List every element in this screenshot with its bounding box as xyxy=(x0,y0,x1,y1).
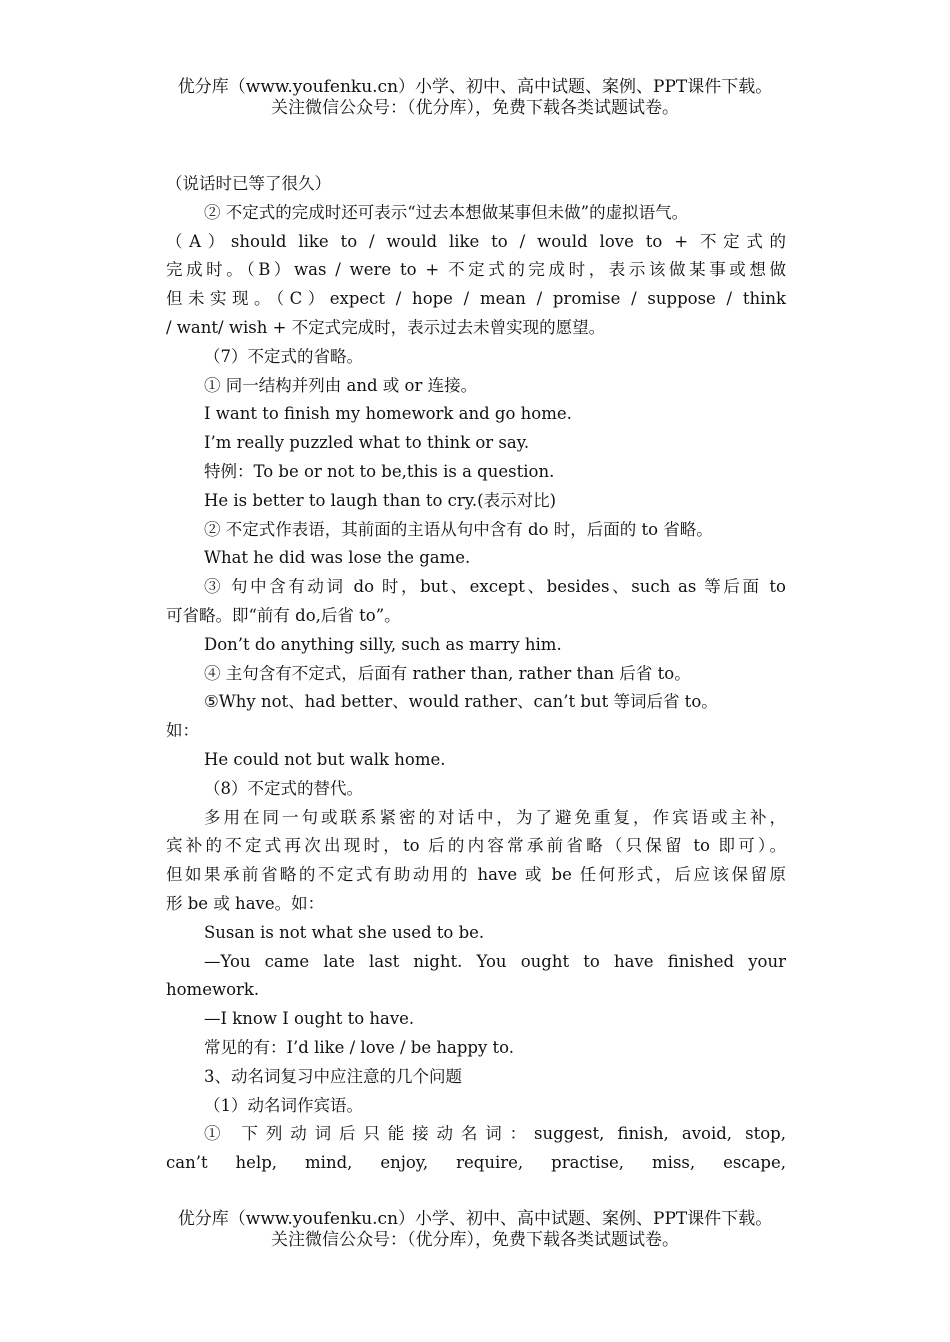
text-line: ③ 句中含有动词 do 时，but、except、besides、such as 等后面 to xyxy=(204,577,786,597)
text-line: I’m really puzzled what to think or say. xyxy=(204,433,530,453)
text-line: What he did was lose the game. xyxy=(204,548,471,568)
text-line: 完成时。（B）was / were to + 不定式的完成时，表示该做某事或想做 xyxy=(166,260,786,280)
text-line: （说话时已等了很久） xyxy=(166,174,331,193)
text-line: ① 同一结构并列由 and 或 or 连接。 xyxy=(204,375,478,395)
text-line: 形 be 或 have。如： xyxy=(166,893,325,913)
text-line: （8）不定式的替代。 xyxy=(204,778,363,798)
section-heading: 3、动名词复习中应注意的几个问题 xyxy=(204,1066,462,1086)
text-line: ② 不定式作表语，其前面的主语从句中含有 do 时，后面的 to 省略。 xyxy=(204,519,713,539)
document-body xyxy=(166,170,786,1178)
page-footer xyxy=(0,1209,950,1251)
text-line: （A）should like to / would like to / would love to + 不定式的 xyxy=(166,231,786,251)
text-line: ④ 主句含有不定式，后面有 rather than, rather than 后省 to。 xyxy=(204,663,691,683)
text-line: 但如果承前省略的不定式有助动用的 have 或 be 任何形式，后应该保留原 xyxy=(166,865,786,885)
text-line: （7）不定式的省略。 xyxy=(204,346,363,366)
text-line: can’t help, mind, enjoy, require, practise, miss, escape, xyxy=(166,1153,786,1173)
text-line: ② 不定式的完成时还可表示“过去本想做某事但未做”的虚拟语气。 xyxy=(204,202,689,222)
text-line: Susan is not what she used to be. xyxy=(204,922,485,942)
text-line: 如： xyxy=(166,721,199,741)
text-line: （1）动名词作宾语。 xyxy=(204,1095,363,1115)
text-line: He is better to laugh than to cry.(表示对比) xyxy=(204,490,557,510)
text-line: 常见的有：I’d like / love / be happy to. xyxy=(204,1037,515,1057)
footer-line-1: 优分库（www.youfenku.cn）小学、初中、高中试题、案例、PPT课件下载。 xyxy=(177,1209,773,1229)
text-line: ① 下列动词后只能接动名词：suggest, finish, avoid, stop, xyxy=(204,1124,786,1144)
text-line: 多用在同一句或联系紧密的对话中，为了避免重复，作宾语或主补， xyxy=(204,807,786,827)
page-header xyxy=(0,77,950,119)
text-line: ⑤Why not、had better、would rather、can’t but 等词后省 to。 xyxy=(204,692,718,712)
text-line: —You came late last night. You ought to have finished your xyxy=(204,951,786,971)
text-line: 宾补的不定式再次出现时，to 后的内容常承前省略（只保留 to 即可）。 xyxy=(166,836,786,856)
text-line: I want to finish my homework and go home. xyxy=(204,404,572,424)
text-line: 但未实现。（C）expect / hope / mean / promise / suppose / think xyxy=(166,289,786,309)
text-line: 特例：To be or not to be,this is a question. xyxy=(204,461,555,481)
text-line: —I know I ought to have. xyxy=(204,1009,415,1029)
header-line-2: 关注微信公众号：（优分库），免费下载各类试题试卷。 xyxy=(271,98,679,118)
text-line: Don’t do anything silly, such as marry him. xyxy=(204,634,562,654)
text-line: homework. xyxy=(166,980,260,1000)
header-line-1: 优分库（www.youfenku.cn）小学、初中、高中试题、案例、PPT课件下载。 xyxy=(177,77,773,97)
footer-line-2: 关注微信公众号：（优分库），免费下载各类试题试卷。 xyxy=(271,1230,679,1250)
text-line: He could not but walk home. xyxy=(204,749,446,769)
text-line: 可省略。即“前有 do,后省 to”。 xyxy=(166,605,401,625)
text-line: / want/ wish + 不定式完成时，表示过去未曾实现的愿望。 xyxy=(166,317,606,337)
